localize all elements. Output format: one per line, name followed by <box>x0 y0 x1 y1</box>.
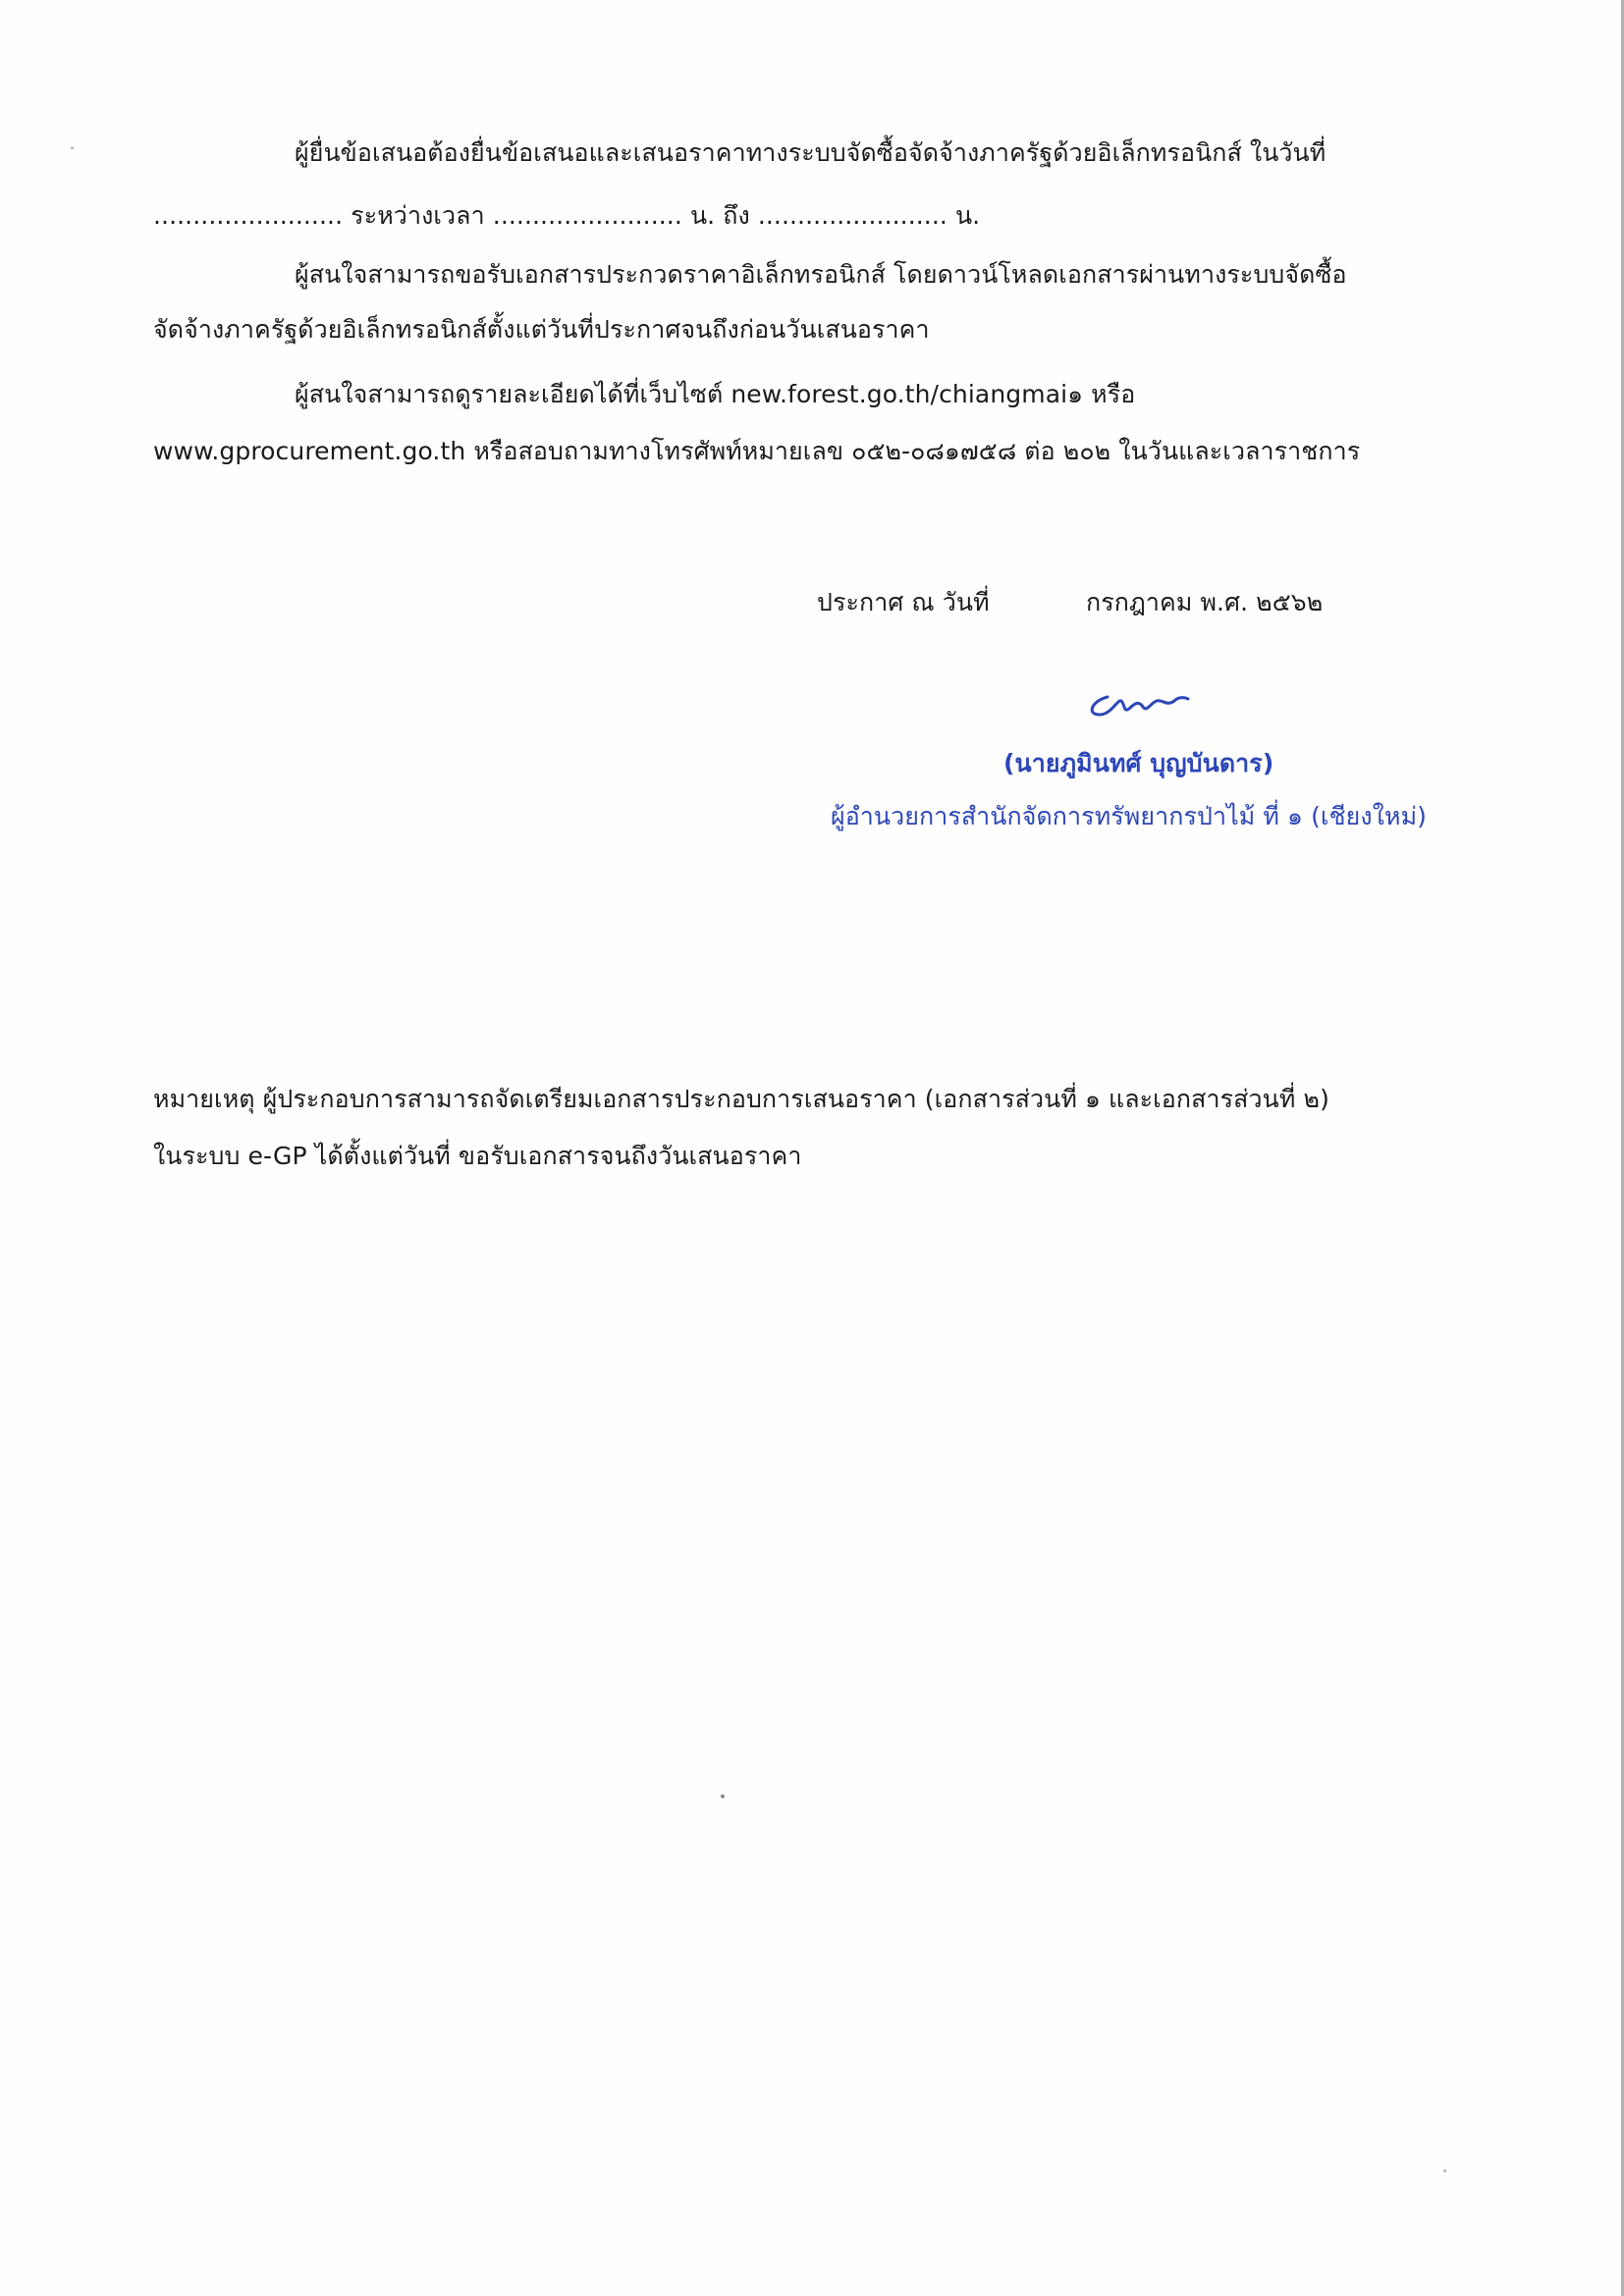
paragraph-2-line-2: จัดจ้างภาครัฐด้วยอิเล็กทรอนิกส์ตั้งแต่วันที่ประกาศจนถึงก่อนวันเสนอราคา <box>153 315 930 344</box>
scan-speck <box>1443 2169 1446 2172</box>
handwritten-signature <box>1078 675 1206 734</box>
paragraph-2-line-1: ผู้สนใจสามารถขอรับเอกสารประกวดราคาอิเล็กทรอนิกส์ โดยดาวน์โหลดเอกสารผ่านทางระบบจัดซื้อ <box>295 260 1347 289</box>
paragraph-3-line-1: ผู้สนใจสามารถดูรายละเอียดได้ที่เว็บไซต์ new.forest.go.th/chiangmai๑ หรือ <box>295 380 1136 408</box>
paragraph-3-line-2: www.gprocurement.go.th หรือสอบถามทางโทรศัพท์หมายเลข ๐๕๒-๐๘๑๗๕๘ ต่อ ๒๐๒ ในวันและเวลาราชการ <box>153 437 1361 465</box>
signatory-position: ผู้อำนวยการสำนักจัดการทรัพยากรป่าไม้ ที่ ๑ (เชียงใหม่) <box>831 802 1428 830</box>
paragraph-1-line-1: ผู้ยื่นข้อเสนอต้องยื่นข้อเสนอและเสนอราคาทางระบบจัดซื้อจัดจ้างภาครัฐด้วยอิเล็กทรอนิกส์ ในวันที่ <box>295 138 1326 167</box>
scan-speck <box>71 147 74 149</box>
note-line-2: ในระบบ e-GP ได้ตั้งแต่วันที่ ขอรับเอกสารจนถึงวันเสนอราคา <box>153 1142 802 1170</box>
scan-speck <box>721 1794 725 1798</box>
dateline-label: ประกาศ ณ วันที่ <box>817 588 990 616</box>
note-line-1: หมายเหตุ ผู้ประกอบการสามารถจัดเตรียมเอกสารประกอบการเสนอราคา (เอกสารส่วนที่ ๑ และเอกสารส่วนที่ ๒) <box>153 1085 1329 1113</box>
paragraph-1-line-2: ........................ ระหว่างเวลา ........................ น. ถึง ........................ น. <box>153 201 981 230</box>
dateline-date: กรกฎาคม พ.ศ. ๒๕๖๒ <box>1086 588 1324 616</box>
signatory-name: (นายภูมินทศ์ บุญบันดาร) <box>1003 749 1274 777</box>
